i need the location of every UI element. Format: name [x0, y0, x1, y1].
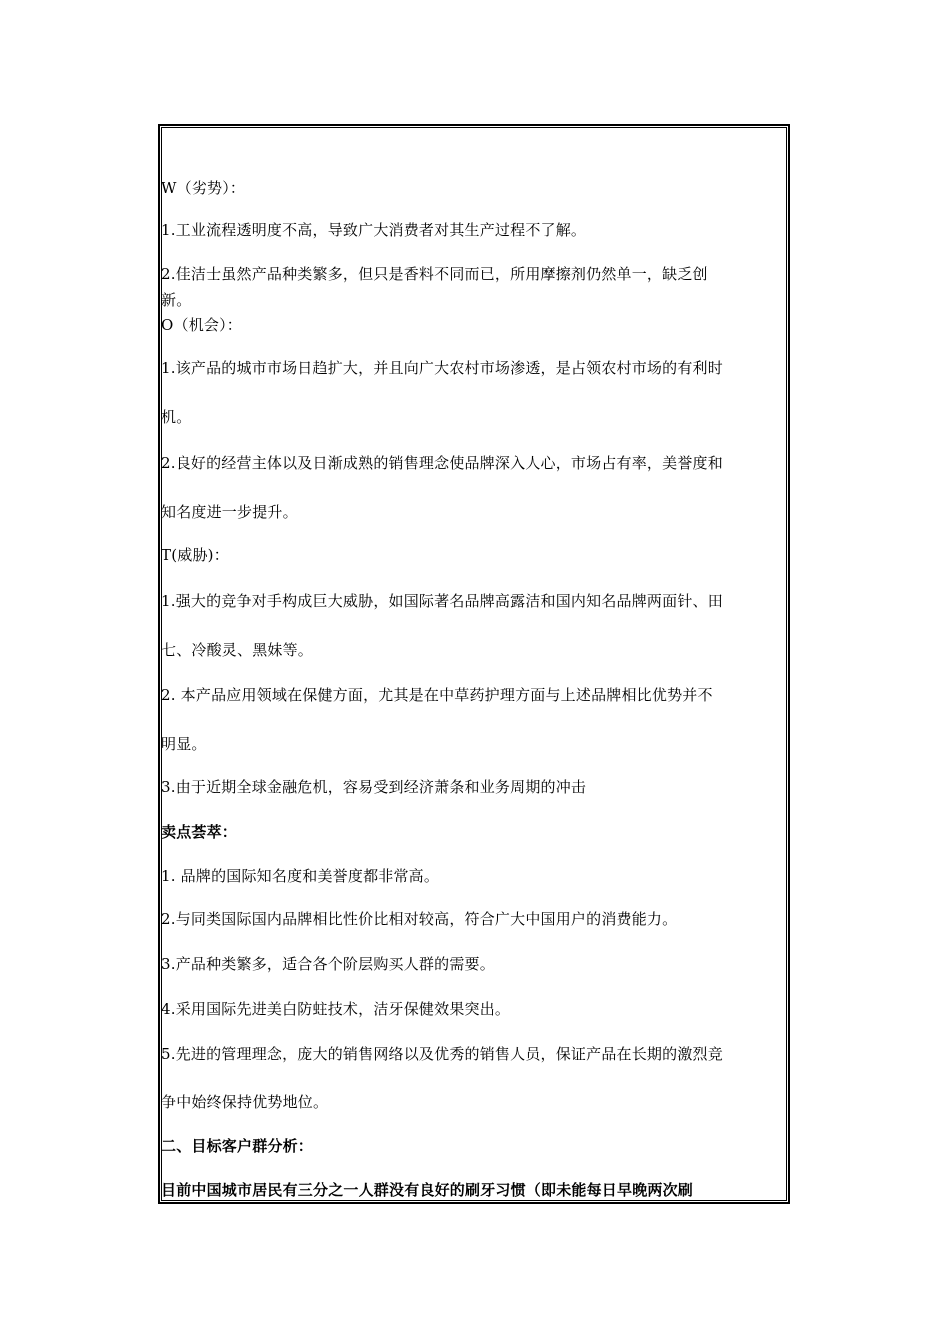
section-heading: 卖点荟萃： — [161, 823, 238, 841]
text-line: 新。 — [161, 291, 192, 309]
content-frame — [158, 124, 790, 1204]
text-line: 2.与同类国际国内品牌相比性价比相对较高，符合广大中国用户的消费能力。 — [161, 910, 678, 928]
text-line: O（机会）： — [161, 316, 242, 334]
text-line: 3.由于近期全球金融危机，容易受到经济萧条和业务周期的冲击 — [161, 778, 587, 796]
text-line: 明显。 — [161, 735, 207, 753]
text-line: 1. 品牌的国际知名度和美誉度都非常高。 — [161, 867, 440, 885]
text-line: 5.先进的管理理念，庞大的销售网络以及优秀的销售人员，保证产品在长期的激烈竞 — [161, 1045, 723, 1063]
text-line: 4.采用国际先进美白防蛀技术，洁牙保健效果突出。 — [161, 1000, 511, 1018]
text-line: T(威胁)： — [161, 546, 229, 564]
text-line: 七、冷酸灵、黑妹等。 — [161, 641, 314, 659]
text-line: 知名度进一步提升。 — [161, 503, 298, 521]
text-line: 1.工业流程透明度不高，导致广大消费者对其生产过程不了解。 — [161, 221, 587, 239]
text-line: 3.产品种类繁多，适合各个阶层购买人群的需要。 — [161, 955, 495, 973]
section-heading: 二、目标客户群分析： — [161, 1137, 314, 1155]
text-line: W（劣势）： — [161, 179, 246, 197]
text-line: 2. 本产品应用领域在保健方面，尤其是在中草药护理方面与上述品牌相比优势并不 — [161, 686, 713, 704]
text-line: 2.佳洁士虽然产品种类繁多，但只是香料不同而已，所用摩擦剂仍然单一，缺乏创 — [161, 265, 708, 283]
content-frame-inner-border — [161, 127, 787, 1201]
text-line: 2.良好的经营主体以及日渐成熟的销售理念使品牌深入人心，市场占有率，美誉度和 — [161, 454, 723, 472]
text-line: 机。 — [161, 408, 192, 426]
text-line: 1.该产品的城市市场日趋扩大，并且向广大农村市场渗透，是占领农村市场的有利时 — [161, 359, 723, 377]
text-line: 争中始终保持优势地位。 — [161, 1093, 329, 1111]
section-paragraph: 目前中国城市居民有三分之一人群没有良好的刷牙习惯（即未能每日早晚两次刷 — [161, 1181, 694, 1199]
text-line: 1.强大的竞争对手构成巨大威胁，如国际著名品牌高露洁和国内知名品牌两面针、田 — [161, 592, 723, 610]
